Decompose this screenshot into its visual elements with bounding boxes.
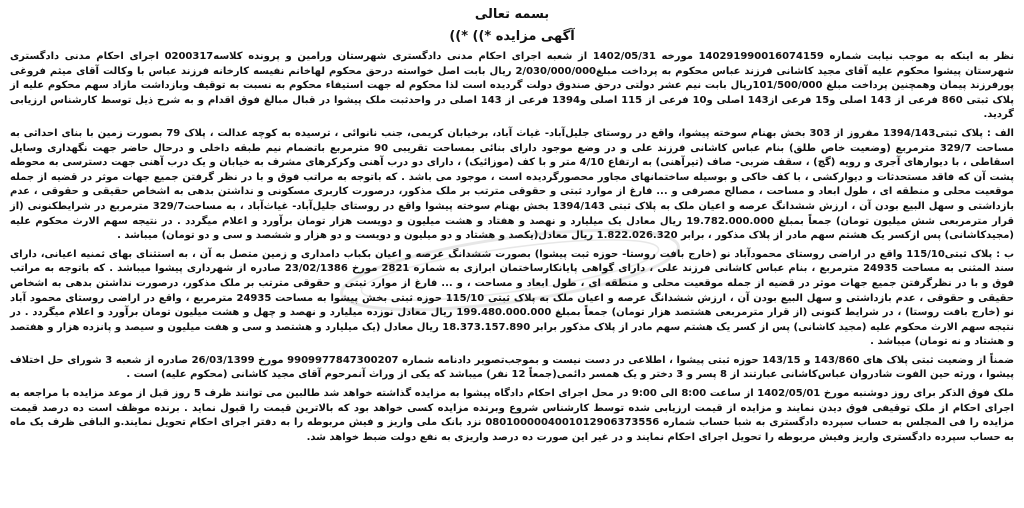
- paragraph-property-a: الف : پلاک ثبتی1394/143 مفروز از 303 بخش بهنام سوخته پیشوا، واقع در روستای جلیل‌آباد- غیاث آباد، برخیابان کریمی، جنب نانوائی ، ترسیده به کوچه عدالت ، پلاک 79 بصورت زمین با بنای احداثی به مساحت 329/7 مترمربع (وضعیت خاص طلق) بنام عباس کاشانی فرزند علی و در وضع موجود دارای بنائی بمساحت تقریبی 90 مترمربع باتضمام نیم طبقه داخلی و درحال حاضر جهت نگهداری وسایل اسقاطی ، با دیوارهای آجری و رویه (گچ) ، سقف ضربی- صاف (تیرآهنی) به ارتفاع 4/10 متر و با کف (موزائیک) ، دارای دو درب آهنی وکرکرهای مشرف به خیابان و یک درب آهنی جهت دسترسی به محوطه پشت آن که فاقد مستحدثات و دیوارکشی ، با کف خاکی و بوسیله ساختمانهای مجاور محصورگردیده است ، موجود می باشد . که باتوجه به مراتب فوق و با در نظر گرفتن جمیع جهات موثر در قضیه از جمله موقعیت محلی و منطقه ای ، طول ابعاد و مساحت ، مصالح مصرفی و ... فارغ از موارد ثبتی و حقوقی مترتب بر ملک مذکور، درصورت کاربری مسکونی و نداشتن بدهی به اشخاص حقیقی و حقوقی ، عدم بازداشتی و سهل البیع بودن آن ، ارزش ششدانگ عرصه و اعیان ملک به پلاک ثبتی 1394/143 بخش بهنام سوخته پیشوا واقع در روستای جلیل‌آباد- غیاث‌آباد ، به مساحت329/7 مترمربع در شرایطکنونی (از قرار مترمربعی شش میلیون تومان) جمعاً بمبلغ 19.782.000.000 ریال معادل یک میلیارد و نهصد و هفتاد و هشت میلیون و دویست هزار تومان برآورد و اعلام میگردد . در نتیجه سهم الارث محکوم علیه (مجیدکاشانی) پس ازکسر یک هشتم سهم مادر از پلاک مذکور ، برابر 1.822.026.320 ریال معادل(یکصد و هشتاد و دو میلیون و دویست و دو هزار و ششصد و سی و دو تومان) میباشد .: [10, 127, 1015, 242]
- paragraph-property-b: ب : پلاک ثبتی115/10 واقع در اراضی روستای محمودآباد نو (خارج بافت روستا- حوزه ثبت پیشوا) بصورت ششدانگ عرصه و اعیان بکباب دامداری و زمین متصل به آن ، به استثنای بهای ثمنیه اعیانی، دارای سند المثنی به مساحت 24935 مترمربع ، بنام عباس کاشانی فرزند علی ، دارای گواهی پایانکارساختمان ابرازی به شماره 2821 مورخ 23/02/1386 صادره از شهرداری پیشوا میباشد . که باتوجه به مراتب فوق و با در نظرگرفتن جمیع جهات موثر در قضیه از جمله موقعیت محلی و منطقه ای ، طول ابعاد و مساحت ، و ... فارغ از موارد ثبتی و حقوقی مترتب بر ملک مذکور، درصورت نداشتن بدهی به اشخاص حقیقی و حقوقی ، عدم بازداشتی و سهل البیع بودن آن ، ارزش ششدانگ عرصه و اعیان ملک به پلاک ثبتی 115/10 حوزه ثبتی بخش پیشوا به مساحت 24935 مترمربع ، واقع در اراضی روستای محمود آباد نو (خارج بافت روستا) ، در شرایط کنونی (از قرار مترمربعی هشتصد هزار تومان) جمعاً بمبلغ 199.480.000.000 ریال معادل نوزده میلیارد و نهصد و چهل و هشت میلیون تومان برآورد و اعلام میگردد . در نتیجه سهم الارث محکوم علیه (مجید کاشانی) پس از کسر یک هشتم سهم مادر از پلاک مذکور برابر 18.373.157.890 ریال معادل (یک میلیارد و هشتصد و سی و هفت میلیون و سیصد و پانزده هزار و هفتصد و هشتاد و نه تومان) میباشد .: [10, 248, 1015, 348]
- notice-subtitle: آگهی مزایده *)) *)): [449, 29, 575, 44]
- paragraph-intro: نظر به اینکه به موجب نیابت شماره 140291990016074159 مورخه 1402/05/31 از شعبه اجرای احکام مدنی دادگستری شهرستان ورامین و پرونده کلاسه0200317 اجرای احکام مدنی دادگستری شهرستان پیشوا محکوم علیه آقای مجید کاشانی فرزند عباس محکوم به پرداخت مبلغ2/030/000/000 ریال بابت اصل خواسته درحق محکوم لهاخانم نفیسه کارخانه فرزند عباس با وکالت آقای میثم فروغی پورفرزند پیمان وهمچنین پرداخت مبلغ 101/500/000ریال بابت نیم عشر دولتی درحق صندوق دولت گردیده است لذا محکوم له جهت استیفاء محکوم به نسبت به توقیف وبازداشت مازاد سهم محکوم علیه از پلاک ثبتی 860 فرعی از 143 اصلی و15 فرعی از143 اصلی و10 فرعی از 115 اصلی و1394 فرعی از 143 اصلی در واحدثبت ملک پیشوا در قبال مبالغ فوق اقدام و به شرح ذیل توسط کارشناس ارزیابی گردید.: [10, 51, 1015, 121]
- notice-header: [10, 6, 1014, 46]
- paragraph-auction-terms: ملک فوق الذکر برای روز دوشنبه مورخ 1402/05/01 از ساعت 8:00 الی 9:00 در محل اجرای احکام دادگاه پیشوا به مزایده گذاشته خواهد شد طالبین می توانند ظرف 5 روز قبل از موعد مزایده با مراجعه به اجرای احکام از ملک توقیفی فوق دیدن نمایند و مزایده از قیمت ارزیابی شده توسط کارشناس شروع وبرنده مزایده کسی خواهد بود که بالاترین قیمت را قبول نماید . برنده موظف است ده درصد قیمت مزایده را فی المجلس به حساب سپرده دادگستری به شبا حساب شماره 0801000004001012906373556 نزد بانک ملی واریز و فیش مربوطه را به دفتر اجرای احکام تحویل نمایند.و الباقی ظرف یک ماه به حساب سپرده دادگستری واریز وفیش مربوطه را تحویل اجرای احکام نمایند و در غیر این صورت ده درصد واریزی به نفع دولت ضبط خواهد شد.: [10, 388, 1015, 443]
- paragraph-registry-note: ضمناً از وضعیت ثبتی پلاک های 143/860 و 143/15 حوزه ثبتی پیشوا ، اطلاعی در دست نیست و بموجب‌تصویر دادنامه شماره 9909977847300207 مورخ 26/03/1399 صادره از شعبه 3 شورای حل اختلاف پیشوا ، ورثه حین الفوت شادروان عباس‌کاشانی عبارتند از 8 پسر و 3 دختر و یک همسر دائمی(جمعاً 12 نفر) میباشد که یکی از وراث آنمرحوم آقای مجید کاشانی (محکوم علیه) است .: [10, 354, 1014, 381]
- notice-body: [10, 50, 1014, 445]
- notice-title: بسمه تعالی: [474, 7, 550, 22]
